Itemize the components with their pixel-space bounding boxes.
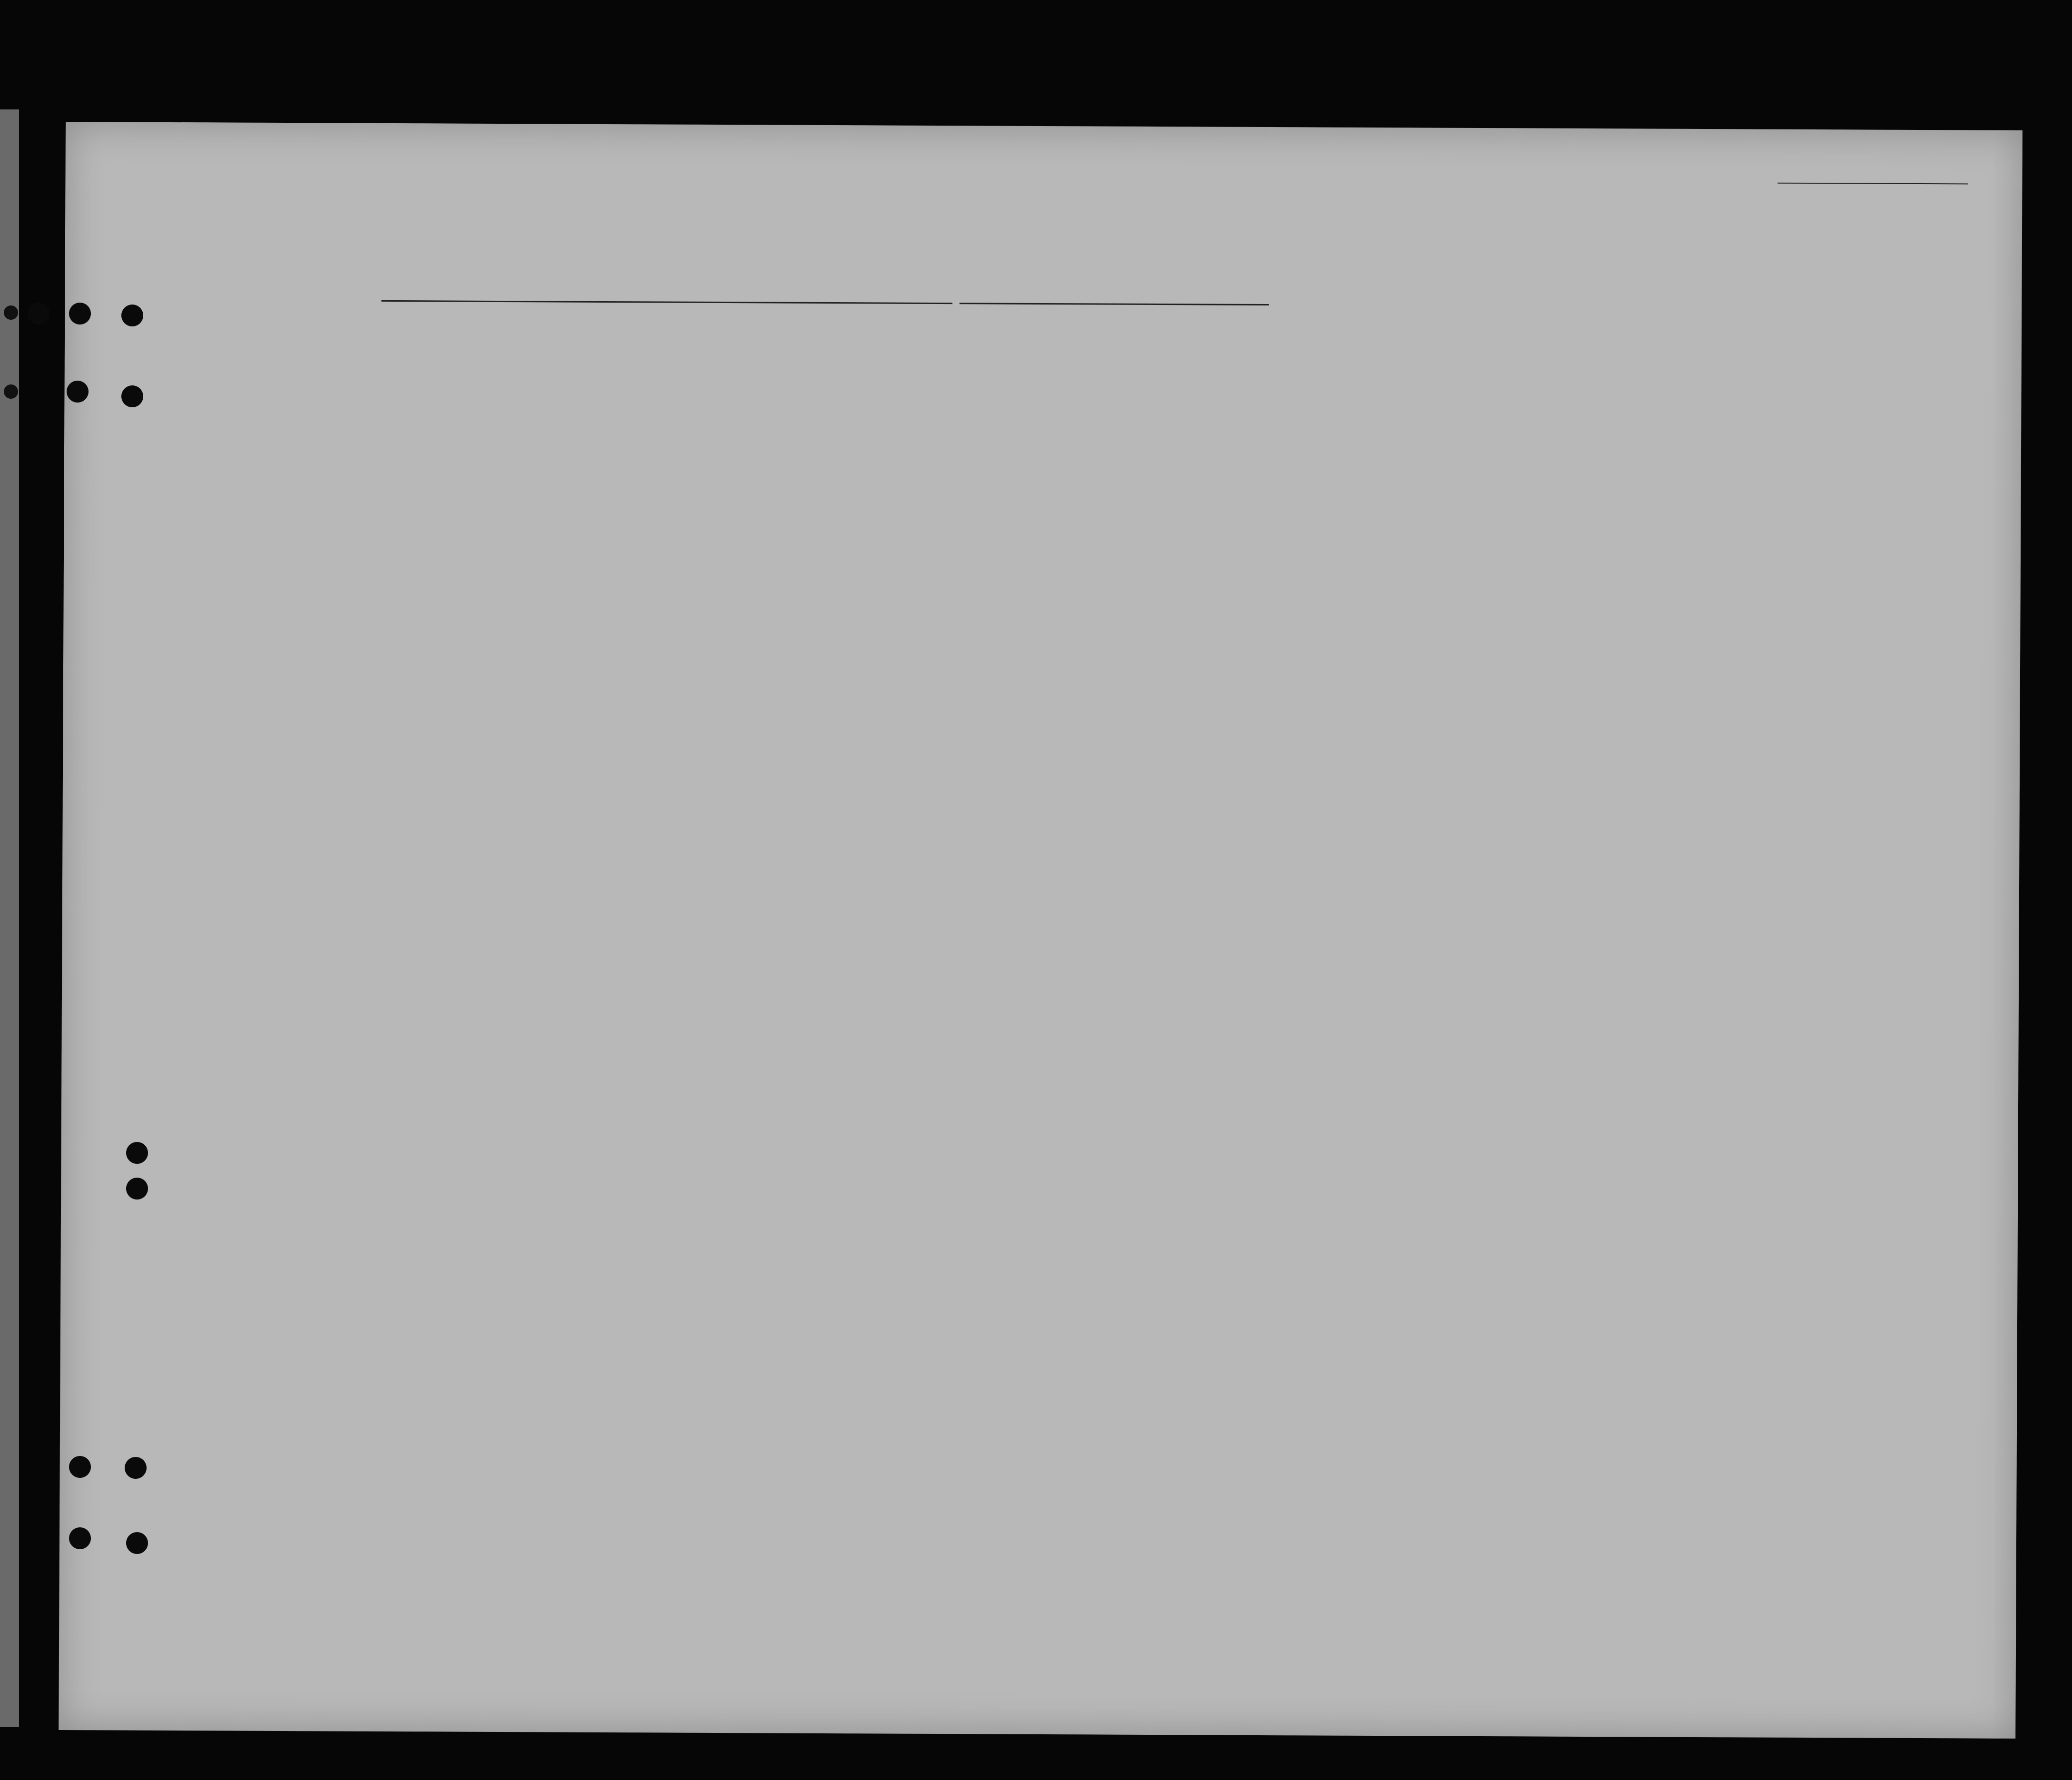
binder-hole <box>4 305 18 320</box>
binder-hole <box>4 384 18 399</box>
manifest-sheet <box>59 122 2023 1739</box>
binder-hole <box>125 1457 147 1479</box>
binder-hole <box>28 303 49 325</box>
binder-hole <box>69 1456 91 1478</box>
binder-hole <box>121 385 143 407</box>
adjacent-page-edge <box>0 109 19 1727</box>
binder-hole <box>126 1532 148 1554</box>
binder-hole <box>67 381 89 403</box>
binder-hole <box>69 1527 91 1549</box>
binder-hole <box>126 1178 148 1200</box>
binder-hole <box>121 305 143 326</box>
binder-hole <box>69 303 91 325</box>
table-grid <box>59 122 2023 1739</box>
binder-hole <box>126 1142 148 1164</box>
